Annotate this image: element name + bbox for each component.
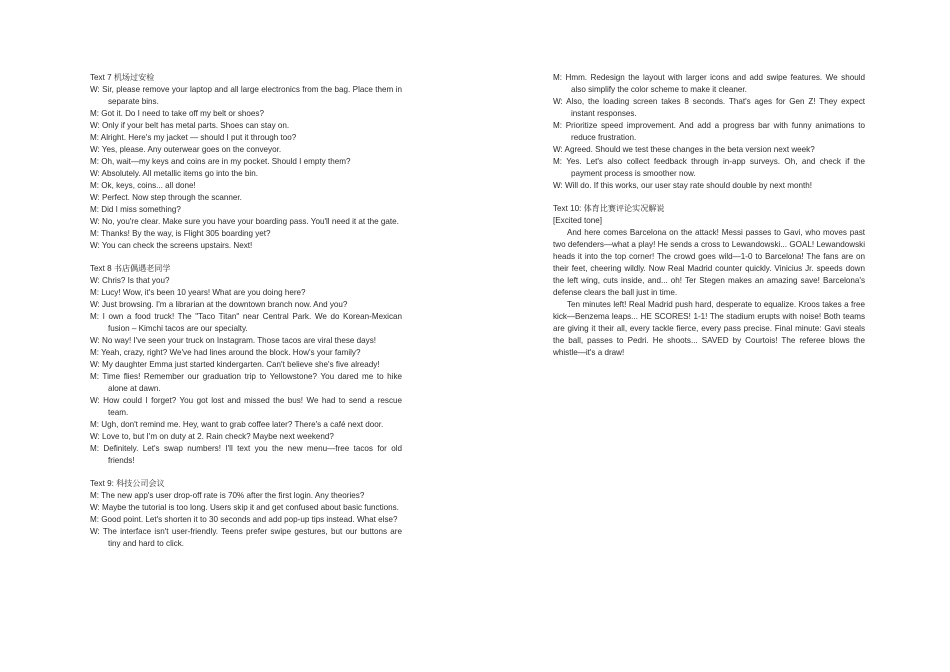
dialogue-line: W: Perfect. Now step through the scanner. (90, 193, 242, 202)
text9-heading: Text 9: 科技公司会议 (90, 479, 165, 488)
tone-label: [Excited tone] (553, 216, 603, 225)
dialogue-line: W: No, you're clear. Make sure you have your boarding pass. You'll need it at the gate. (90, 217, 399, 226)
dialogue-line: M: Ugh, don't remind me. Hey, want to grab coffee later? There's a café next door. (90, 420, 384, 429)
dialogue-line: M: Hmm. Redesign the layout with larger icons and add swipe features. We should also simplify the color scheme to make it cleaner. (553, 73, 865, 94)
dialogue-line: M: Time flies! Remember our graduation trip to Yellowstone? You dared me to hike alone at dawn. (90, 372, 402, 393)
dialogue-line: M: The new app's user drop-off rate is 70% after the first login. Any theories? (90, 491, 365, 500)
dialogue-line: W: Just browsing. I'm a librarian at the downtown branch now. And you? (90, 300, 348, 309)
commentary-paragraph: And here comes Barcelona on the attack! Messi passes to Gavi, who moves past two defenders—what a play! He sends a cross to Lewandowski... GOAL! Lewandowski heads it into the top corner! The crowd goes wild—1-0 to Barcelona! The fans are on their feet, cheering wildly. Now Real Madrid counter quickly. Vinicius Jr. speeds down the left wing, cuts inside, and... oh! Ter Stegen makes an amazing save! Barcelona's defense clears the ball just in time. (553, 228, 865, 297)
dialogue-line: M: Did I miss something? (90, 205, 181, 214)
dialogue-line: W: The interface isn't user-friendly. Teens prefer swipe gestures, but our buttons are tiny and hard to click. (90, 527, 402, 548)
dialogue-line: W: Sir, please remove your laptop and all large electronics from the bag. Place them in separate bins. (90, 85, 402, 106)
dialogue-line: W: Also, the loading screen takes 8 seconds. That's ages for Gen Z! They expect instant responses. (553, 97, 865, 118)
dialogue-line: M: Thanks! By the way, is Flight 305 boarding yet? (90, 229, 271, 238)
dialogue-line: W: Agreed. Should we test these changes in the beta version next week? (553, 145, 815, 154)
dialogue-line: M: Got it. Do I need to take off my belt or shoes? (90, 109, 264, 118)
dialogue-line: M: Yes. Let's also collect feedback through in-app surveys. Oh, and check if the payment process is smoother now. (553, 157, 865, 178)
text10-heading: Text 10: 体育比赛评论实况解说 (553, 204, 665, 213)
dialogue-line: W: Absolutely. All metallic items go into the bin. (90, 169, 258, 178)
dialogue-line: M: Lucy! Wow, it's been 10 years! What are you doing here? (90, 288, 306, 297)
dialogue-line: W: How could I forget? You got lost and missed the bus! We had to send a rescue team. (90, 396, 402, 417)
dialogue-line: M: I own a food truck! The "Taco Titan" near Central Park. We do Korean-Mexican fusion – Kimchi tacos are our specialty. (90, 312, 402, 333)
dialogue-line: M: Ok, keys, coins... all done! (90, 181, 196, 190)
dialogue-line: M: Definitely. Let's swap numbers! I'll text you the new menu—free tacos for old friends! (90, 444, 402, 465)
dialogue-line: M: Good point. Let's shorten it to 30 seconds and add pop-up tips instead. What else? (90, 515, 398, 524)
dialogue-line: W: Chris? Is that you? (90, 276, 170, 285)
text8-heading: Text 8 书店偶遇老同学 (90, 264, 171, 273)
dialogue-line: W: No way! I've seen your truck on Instagram. Those tacos are viral these days! (90, 336, 377, 345)
dialogue-line: M: Prioritize speed improvement. And add a progress bar with funny animations to reduce frustration. (553, 121, 865, 142)
dialogue-line: M: Alright. Here's my jacket — should I put it through too? (90, 133, 297, 142)
dialogue-line: W: My daughter Emma just started kindergarten. Can't believe she's five already! (90, 360, 380, 369)
dialogue-line: W: Yes, please. Any outerwear goes on the conveyor. (90, 145, 282, 154)
text10-section (553, 203, 865, 359)
commentary-paragraph: Ten minutes left! Real Madrid push hard, desperate to equalize. Kroos takes a free kick—Benzema leaps... HE SCORES! 1-1! The stadium erupts with noise! Both teams are giving it their all, every tackle fierce, every pass precise. Final minute: Gavi steals the ball, passes to Pedri. He shoots... SAVED by Courtois! The referee blows the whistle—it's a draw! (553, 300, 865, 357)
dialogue-line: M: Oh, wait—my keys and coins are in my pocket. Should I empty them? (90, 157, 351, 166)
text9-section (90, 478, 402, 550)
dialogue-line: W: Only if your belt has metal parts. Shoes can stay on. (90, 121, 290, 130)
text9-continued-section (553, 72, 865, 192)
text7-section (90, 72, 402, 252)
dialogue-line: W: Will do. If this works, our user stay rate should double by next month! (553, 181, 812, 190)
dialogue-line: W: You can check the screens upstairs. Next! (90, 241, 253, 250)
dialogue-line: M: Yeah, crazy, right? We've had lines around the block. How's your family? (90, 348, 361, 357)
text8-section (90, 263, 402, 467)
left-column (90, 72, 402, 561)
dialogue-line: W: Maybe the tutorial is too long. Users skip it and get confused about basic functions. (90, 503, 399, 512)
dialogue-line: W: Love to, but I'm on duty at 2. Rain check? Maybe next weekend? (90, 432, 334, 441)
text7-heading: Text 7 机场过安检 (90, 73, 155, 82)
right-column (553, 72, 865, 370)
